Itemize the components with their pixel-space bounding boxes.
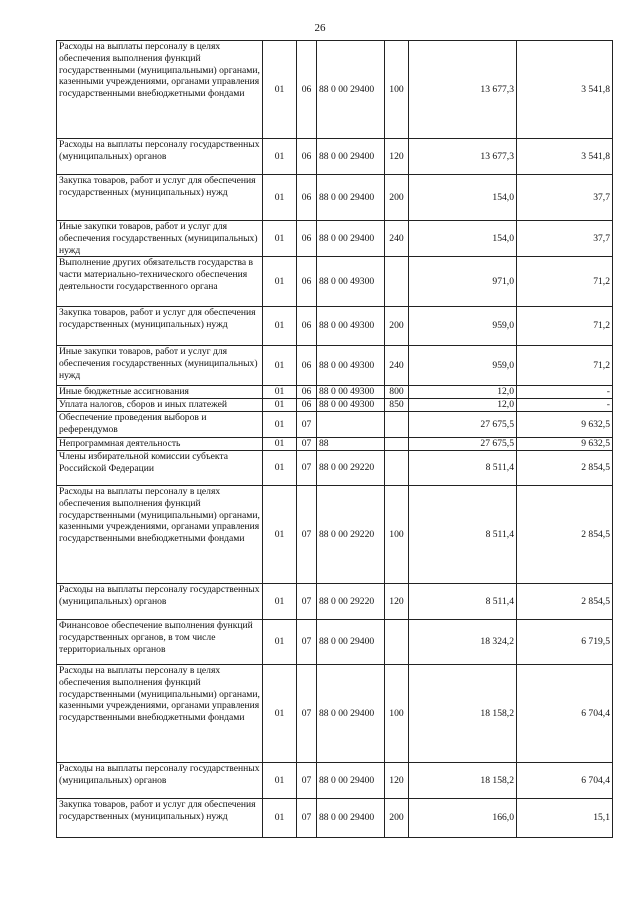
table-cell-name: Иные закупки товаров, работ и услуг для обеспечения государственных (муниципальных) нужд <box>57 221 263 257</box>
table-cell-csr: 88 0 00 29220 <box>317 450 385 485</box>
table-cell-csr: 88 0 00 29400 <box>317 175 385 221</box>
table-cell-v1: 166,0 <box>409 798 517 837</box>
table-cell-v1: 13 677,3 <box>409 41 517 139</box>
table-row <box>57 583 613 619</box>
table-cell-rz: 01 <box>263 485 297 583</box>
table-cell-name: Закупка товаров, работ и услуг для обеспечения государственных (муниципальных) нужд <box>57 798 263 837</box>
table-cell-pr: 07 <box>297 583 317 619</box>
table-cell-vr: 120 <box>385 139 409 175</box>
table-cell-pr: 06 <box>297 346 317 386</box>
table-cell-vr: 240 <box>385 221 409 257</box>
table-cell-name: Закупка товаров, работ и услуг для обеспечения государственных (муниципальных) нужд <box>57 307 263 346</box>
table-cell-vr: 120 <box>385 762 409 798</box>
table-cell-csr: 88 0 00 29220 <box>317 485 385 583</box>
table-cell-pr: 06 <box>297 139 317 175</box>
table-cell-csr: 88 0 00 29400 <box>317 41 385 139</box>
table-cell-v2: 6 704,4 <box>517 762 613 798</box>
table-cell-v2: 6 719,5 <box>517 619 613 664</box>
table-cell-v1: 27 675,5 <box>409 438 517 451</box>
table-cell-v1: 154,0 <box>409 175 517 221</box>
table-cell-csr: 88 0 00 49300 <box>317 307 385 346</box>
table-cell-vr <box>385 619 409 664</box>
table-cell-v2: 9 632,5 <box>517 412 613 438</box>
table-cell-pr: 07 <box>297 619 317 664</box>
table-cell-rz: 01 <box>263 386 297 399</box>
table-cell-pr: 06 <box>297 386 317 399</box>
table-row <box>57 346 613 386</box>
table-cell-vr: 100 <box>385 485 409 583</box>
table-row <box>57 175 613 221</box>
table-row <box>57 450 613 485</box>
table-row <box>57 619 613 664</box>
table-cell-name: Расходы на выплаты персоналу в целях обеспечения выполнения функций государственными (муниципальными) органами, казенными учреждениями, органами управления государственными внебюджетными фондами <box>57 41 263 139</box>
table-row <box>57 257 613 307</box>
table-cell-name: Выполнение других обязательств государства в части материально-технического обеспечения деятельности государственного органа <box>57 257 263 307</box>
table-cell-rz: 01 <box>263 450 297 485</box>
table-cell-pr: 06 <box>297 307 317 346</box>
table-cell-csr: 88 0 00 29400 <box>317 664 385 762</box>
table-cell-name: Расходы на выплаты персоналу государственных (муниципальных) органов <box>57 583 263 619</box>
table-cell-name: Расходы на выплаты персоналу государственных (муниципальных) органов <box>57 762 263 798</box>
table-cell-name: Расходы на выплаты персоналу в целях обеспечения выполнения функций государственными (муниципальными) органами, казенными учреждениями, органами управления государственными внебюджетными фондами <box>57 664 263 762</box>
table-cell-vr <box>385 257 409 307</box>
table-cell-pr: 06 <box>297 175 317 221</box>
table-cell-csr: 88 0 00 29400 <box>317 221 385 257</box>
table-cell-pr: 07 <box>297 798 317 837</box>
table-cell-rz: 01 <box>263 139 297 175</box>
table-cell-v2: 6 704,4 <box>517 664 613 762</box>
table-cell-name: Иные бюджетные ассигнования <box>57 386 263 399</box>
table-cell-vr <box>385 412 409 438</box>
table-cell-name: Закупка товаров, работ и услуг для обеспечения государственных (муниципальных) нужд <box>57 175 263 221</box>
table-row <box>57 221 613 257</box>
table-cell-pr: 07 <box>297 438 317 451</box>
table-row <box>57 798 613 837</box>
table-cell-csr: 88 0 00 49300 <box>317 386 385 399</box>
table-cell-csr: 88 0 00 49300 <box>317 399 385 412</box>
table-cell-pr: 07 <box>297 762 317 798</box>
table-cell-csr <box>317 412 385 438</box>
table-cell-name: Иные закупки товаров, работ и услуг для обеспечения государственных (муниципальных) нужд <box>57 346 263 386</box>
table-cell-name: Финансовое обеспечение выполнения функций государственных органов, в том числе территориальных органов <box>57 619 263 664</box>
table-cell-rz: 01 <box>263 664 297 762</box>
table-row <box>57 307 613 346</box>
table-cell-pr: 06 <box>297 221 317 257</box>
table-cell-v2: 2 854,5 <box>517 450 613 485</box>
budget-table-body <box>57 41 613 838</box>
table-cell-v1: 13 677,3 <box>409 139 517 175</box>
table-cell-v2: 71,2 <box>517 307 613 346</box>
table-cell-v2: 15,1 <box>517 798 613 837</box>
table-row <box>57 399 613 412</box>
table-cell-vr: 850 <box>385 399 409 412</box>
table-cell-rz: 01 <box>263 583 297 619</box>
table-row <box>57 438 613 451</box>
table-cell-v1: 8 511,4 <box>409 583 517 619</box>
table-cell-vr: 120 <box>385 583 409 619</box>
table-cell-vr <box>385 450 409 485</box>
table-cell-name: Расходы на выплаты персоналу в целях обеспечения выполнения функций государственными (муниципальными) органами, казенными учреждениями, органами управления государственными внебюджетными фондами <box>57 485 263 583</box>
table-cell-v1: 959,0 <box>409 307 517 346</box>
table-cell-v2: 71,2 <box>517 257 613 307</box>
table-cell-v2: 3 541,8 <box>517 139 613 175</box>
table-cell-v2: - <box>517 399 613 412</box>
table-cell-v2: 71,2 <box>517 346 613 386</box>
table-cell-v1: 18 158,2 <box>409 762 517 798</box>
table-row <box>57 664 613 762</box>
table-cell-csr: 88 0 00 29400 <box>317 798 385 837</box>
table-cell-rz: 01 <box>263 798 297 837</box>
table-cell-vr: 200 <box>385 307 409 346</box>
table-cell-rz: 01 <box>263 619 297 664</box>
table-cell-csr: 88 <box>317 438 385 451</box>
table-cell-v1: 971,0 <box>409 257 517 307</box>
table-cell-csr: 88 0 00 29400 <box>317 139 385 175</box>
table-cell-name: Обеспечение проведения выборов и референдумов <box>57 412 263 438</box>
table-cell-vr: 100 <box>385 664 409 762</box>
table-cell-pr: 07 <box>297 450 317 485</box>
table-cell-csr: 88 0 00 49300 <box>317 257 385 307</box>
table-cell-rz: 01 <box>263 257 297 307</box>
table-cell-rz: 01 <box>263 41 297 139</box>
table-cell-v2: 2 854,5 <box>517 485 613 583</box>
table-cell-rz: 01 <box>263 399 297 412</box>
table-cell-rz: 01 <box>263 438 297 451</box>
table-cell-vr: 200 <box>385 798 409 837</box>
table-cell-name: Расходы на выплаты персоналу государственных (муниципальных) органов <box>57 139 263 175</box>
table-cell-pr: 06 <box>297 399 317 412</box>
table-cell-rz: 01 <box>263 307 297 346</box>
table-row <box>57 386 613 399</box>
table-row <box>57 139 613 175</box>
table-cell-v2: 9 632,5 <box>517 438 613 451</box>
budget-table <box>56 40 613 838</box>
table-cell-v1: 959,0 <box>409 346 517 386</box>
table-cell-v1: 154,0 <box>409 221 517 257</box>
table-cell-name: Уплата налогов, сборов и иных платежей <box>57 399 263 412</box>
table-cell-v1: 8 511,4 <box>409 450 517 485</box>
table-cell-rz: 01 <box>263 346 297 386</box>
table-row <box>57 412 613 438</box>
table-cell-pr: 06 <box>297 41 317 139</box>
table-cell-pr: 07 <box>297 664 317 762</box>
table-cell-v1: 27 675,5 <box>409 412 517 438</box>
table-cell-v2: 3 541,8 <box>517 41 613 139</box>
table-cell-v1: 18 158,2 <box>409 664 517 762</box>
table-cell-csr: 88 0 00 29220 <box>317 583 385 619</box>
table-cell-rz: 01 <box>263 221 297 257</box>
page-number: 26 <box>314 22 326 34</box>
table-cell-v2: 37,7 <box>517 221 613 257</box>
table-cell-v1: 8 511,4 <box>409 485 517 583</box>
table-cell-pr: 07 <box>297 485 317 583</box>
table-cell-v2: - <box>517 386 613 399</box>
table-cell-v1: 12,0 <box>409 399 517 412</box>
table-cell-v1: 18 324,2 <box>409 619 517 664</box>
table-cell-csr: 88 0 00 49300 <box>317 346 385 386</box>
table-cell-v1: 12,0 <box>409 386 517 399</box>
table-cell-v2: 2 854,5 <box>517 583 613 619</box>
table-cell-v2: 37,7 <box>517 175 613 221</box>
table-cell-vr <box>385 438 409 451</box>
table-row <box>57 762 613 798</box>
table-cell-csr: 88 0 00 29400 <box>317 762 385 798</box>
table-cell-pr: 06 <box>297 257 317 307</box>
table-cell-pr: 07 <box>297 412 317 438</box>
table-cell-rz: 01 <box>263 762 297 798</box>
table-cell-rz: 01 <box>263 412 297 438</box>
table-cell-name: Непрограммная деятельность <box>57 438 263 451</box>
table-cell-name: Члены избирательной комиссии субъекта Российской Федерации <box>57 450 263 485</box>
table-cell-rz: 01 <box>263 175 297 221</box>
table-cell-vr: 100 <box>385 41 409 139</box>
table-cell-vr: 800 <box>385 386 409 399</box>
table-row <box>57 41 613 139</box>
table-cell-csr: 88 0 00 29400 <box>317 619 385 664</box>
table-cell-vr: 240 <box>385 346 409 386</box>
table-row <box>57 485 613 583</box>
table-cell-vr: 200 <box>385 175 409 221</box>
